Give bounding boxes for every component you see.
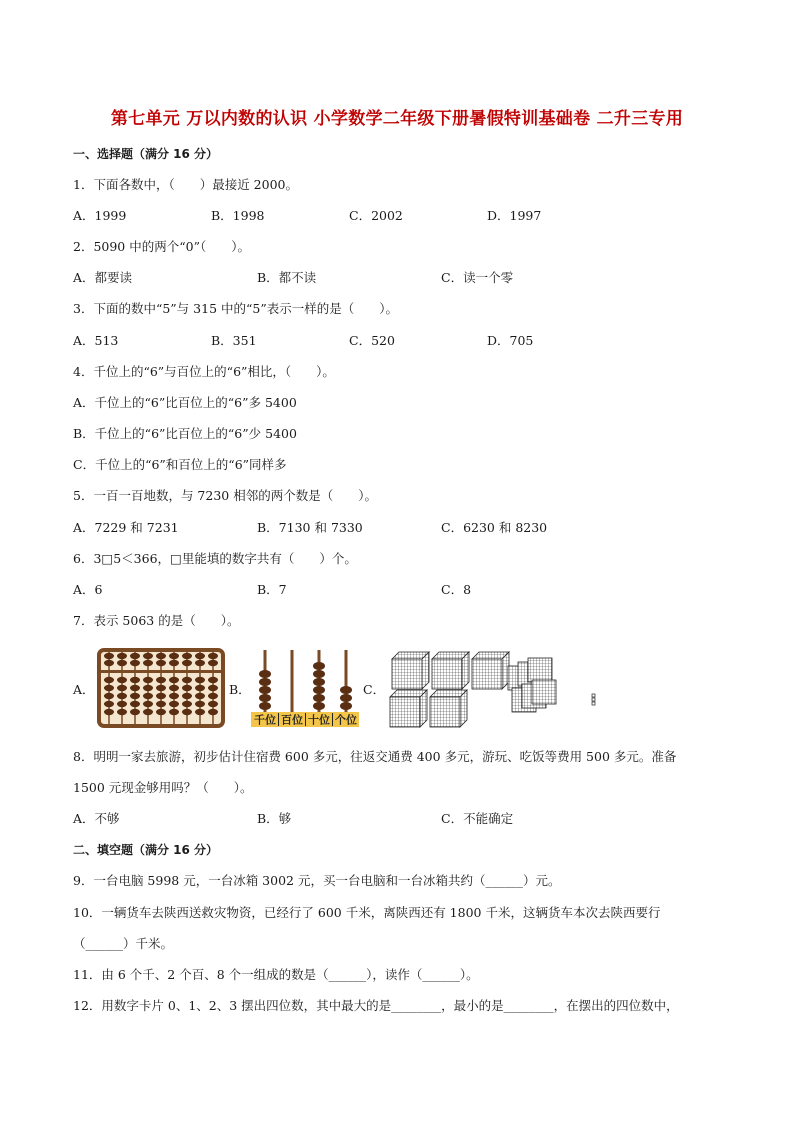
abacus-bead [143, 709, 153, 715]
thousand-cube-front [432, 659, 462, 689]
abacus-bead [104, 693, 114, 699]
counter-rod [291, 650, 294, 712]
abacus-bead [169, 660, 179, 666]
abacus-bead [195, 709, 205, 715]
q5-option-b: B．7130 和 7330 [257, 520, 363, 535]
counter-bead [259, 686, 271, 694]
abacus-bead [169, 677, 179, 683]
question-3: 3．下面的数中“5”与 315 中的“5”表示一样的是（ ）。 [73, 301, 398, 316]
q3-option-b: B．351 [211, 333, 257, 348]
q3-option-d: D．705 [487, 333, 534, 348]
place-label: 千位 [254, 713, 276, 727]
place-label: 十位 [308, 713, 330, 727]
abacus-bead [208, 693, 218, 699]
abacus-bead [130, 693, 140, 699]
q7-option-b: B． [229, 682, 251, 697]
abacus-bead [208, 709, 218, 715]
q2-option-a: A．都要读 [73, 270, 133, 285]
q8-option-a: A．不够 [73, 811, 120, 826]
q1-option-c: C．2002 [349, 208, 403, 223]
section-heading-choice: 一、选择题（满分 16 分） [73, 147, 219, 161]
abacus-bead [104, 701, 114, 707]
abacus-bead [169, 685, 179, 691]
counter-bead [340, 702, 352, 710]
counter-bead [313, 670, 325, 678]
abacus-bead [104, 685, 114, 691]
q5-option-c: C．6230 和 8230 [441, 520, 548, 535]
abacus-bead [182, 701, 192, 707]
q1-option-d: D．1997 [487, 208, 542, 223]
counter-bead [259, 670, 271, 678]
abacus-bead [143, 653, 153, 659]
question-4: 4．千位上的“6”与百位上的“6”相比，（ ）。 [73, 364, 335, 379]
q4-option-b: B．千位上的“6”比百位上的“6”少 5400 [73, 426, 297, 441]
q5-option-a: A．7229 和 7231 [73, 520, 179, 535]
q6-option-b: B．7 [257, 582, 287, 597]
thousand-cube-front [390, 697, 420, 727]
abacus-bead [143, 701, 153, 707]
counter-bead [259, 694, 271, 702]
abacus-bead [208, 653, 218, 659]
q6-option-a: A．6 [73, 582, 103, 597]
abacus-bead [182, 693, 192, 699]
question-7: 7．表示 5063 的是（ ）。 [73, 613, 240, 628]
abacus-bead [156, 677, 166, 683]
abacus-bead [156, 701, 166, 707]
abacus-bead [182, 653, 192, 659]
question-8-line-1: 8．明明一家去旅游，初步估计住宿费 600 多元，往返交通费 400 多元，游玩、吃饭等费用 500 多元。准备 [73, 749, 677, 764]
thousand-cube-front [392, 659, 422, 689]
abacus-bead [169, 709, 179, 715]
abacus-bead [117, 685, 127, 691]
abacus-bead [143, 693, 153, 699]
abacus-bead [130, 701, 140, 707]
q8-option-b: B．够 [257, 811, 292, 826]
abacus-bead [156, 685, 166, 691]
question-1: 1．下面各数中，（ ）最接近 2000。 [73, 177, 298, 192]
abacus-bead [143, 677, 153, 683]
abacus-bead [156, 660, 166, 666]
abacus-bead [195, 701, 205, 707]
page-title: 第七单元 万以内数的认识 小学数学二年级下册暑假特训基础卷 二升三专用 [110, 109, 684, 129]
thousand-cube-side [460, 690, 467, 727]
q2-option-c: C．读一个零 [441, 270, 514, 285]
thousand-cube-side [462, 652, 469, 689]
abacus-bead [208, 677, 218, 683]
abacus-bead [130, 709, 140, 715]
abacus-bead [104, 653, 114, 659]
counter-bead [340, 694, 352, 702]
counter-bead [340, 686, 352, 694]
counter-bead [313, 662, 325, 670]
counter-bead [313, 678, 325, 686]
abacus-bead [195, 693, 205, 699]
thousand-cube-front [430, 697, 460, 727]
abacus-image [97, 648, 225, 728]
counter-bead [259, 678, 271, 686]
abacus-bead [104, 677, 114, 683]
q3-option-a: A．513 [73, 333, 119, 348]
abacus-bead [208, 685, 218, 691]
abacus-bead [208, 701, 218, 707]
base-ten-blocks-image [386, 648, 606, 730]
abacus-bead [130, 653, 140, 659]
abacus-bead [169, 653, 179, 659]
counting-rods-image [249, 648, 361, 728]
abacus-bead [143, 685, 153, 691]
abacus-bead [169, 701, 179, 707]
counter-bead [313, 694, 325, 702]
question-10-line-2: （______）千米。 [73, 936, 174, 951]
unit-cube [592, 698, 595, 701]
abacus-bead [130, 685, 140, 691]
abacus-bead [182, 677, 192, 683]
place-label: 百位 [281, 713, 303, 727]
hundred-flat [532, 680, 556, 704]
section-heading-fill: 二、填空题（满分 16 分） [73, 843, 219, 857]
abacus-bead [117, 701, 127, 707]
counter-bead [313, 702, 325, 710]
thousand-cube-side [420, 690, 427, 727]
question-11: 11．由 6 个千、2 个百、8 个一组成的数是（______），读作（______）。 [73, 967, 479, 982]
abacus-bead [169, 693, 179, 699]
question-10-line-1: 10．一辆货车去陕西送救灾物资，已经行了 600 千米，离陕西还有 1800 千米，这辆货车本次去陕西要行 [73, 905, 661, 920]
q1-option-a: A．1999 [73, 208, 127, 223]
q2-option-b: B．都不读 [257, 270, 317, 285]
unit-cube [592, 702, 595, 705]
q1-option-b: B．1998 [211, 208, 265, 223]
abacus-bead [182, 685, 192, 691]
abacus-bead [117, 660, 127, 666]
abacus-bead [195, 685, 205, 691]
counter-bead [313, 686, 325, 694]
abacus-bead [117, 693, 127, 699]
q4-option-c: C．千位上的“6”和百位上的“6”同样多 [73, 457, 287, 472]
abacus-bead [208, 660, 218, 666]
abacus-bead [143, 660, 153, 666]
abacus-bead [195, 653, 205, 659]
q3-option-c: C．520 [349, 333, 395, 348]
unit-cube [592, 694, 595, 697]
abacus-bead [156, 693, 166, 699]
question-9: 9．一台电脑 5998 元，一台冰箱 3002 元，买一台电脑和一台冰箱共约（______）元。 [73, 873, 561, 888]
abacus-bead [182, 660, 192, 666]
abacus-bead [195, 677, 205, 683]
abacus-bead [130, 660, 140, 666]
abacus-bead [195, 660, 205, 666]
q4-option-a: A．千位上的“6”比百位上的“6”多 5400 [73, 395, 297, 410]
abacus-bead [104, 660, 114, 666]
abacus-bead [117, 653, 127, 659]
thousand-cube-front [472, 659, 502, 689]
thousand-cube-side [422, 652, 429, 689]
q7-option-a: A． [73, 682, 95, 697]
abacus-bead [104, 709, 114, 715]
question-6: 6．3□5＜366，□里能填的数字共有（ ）个。 [73, 551, 357, 566]
abacus-bead [182, 709, 192, 715]
abacus-bead [156, 709, 166, 715]
question-12: 12．用数字卡片 0、1、2、3 摆出四位数，其中最大的是________，最小的是________，在摆出的四位数中， [73, 998, 679, 1013]
place-label: 个位 [335, 713, 357, 727]
question-8-line-2: 1500 元现金够用吗？（ ）。 [73, 780, 253, 795]
question-2: 2．5090 中的两个“0”（ ）。 [73, 239, 250, 254]
abacus-bead [117, 677, 127, 683]
abacus-bead [130, 677, 140, 683]
counter-bead [259, 702, 271, 710]
abacus-bead [156, 653, 166, 659]
q7-option-c: C． [363, 682, 386, 697]
abacus-bead [117, 709, 127, 715]
question-5: 5．一百一百地数，与 7230 相邻的两个数是（ ）。 [73, 488, 377, 503]
q6-option-c: C．8 [441, 582, 472, 597]
hundred-flat [528, 658, 552, 682]
q8-option-c: C．不能确定 [441, 811, 514, 826]
